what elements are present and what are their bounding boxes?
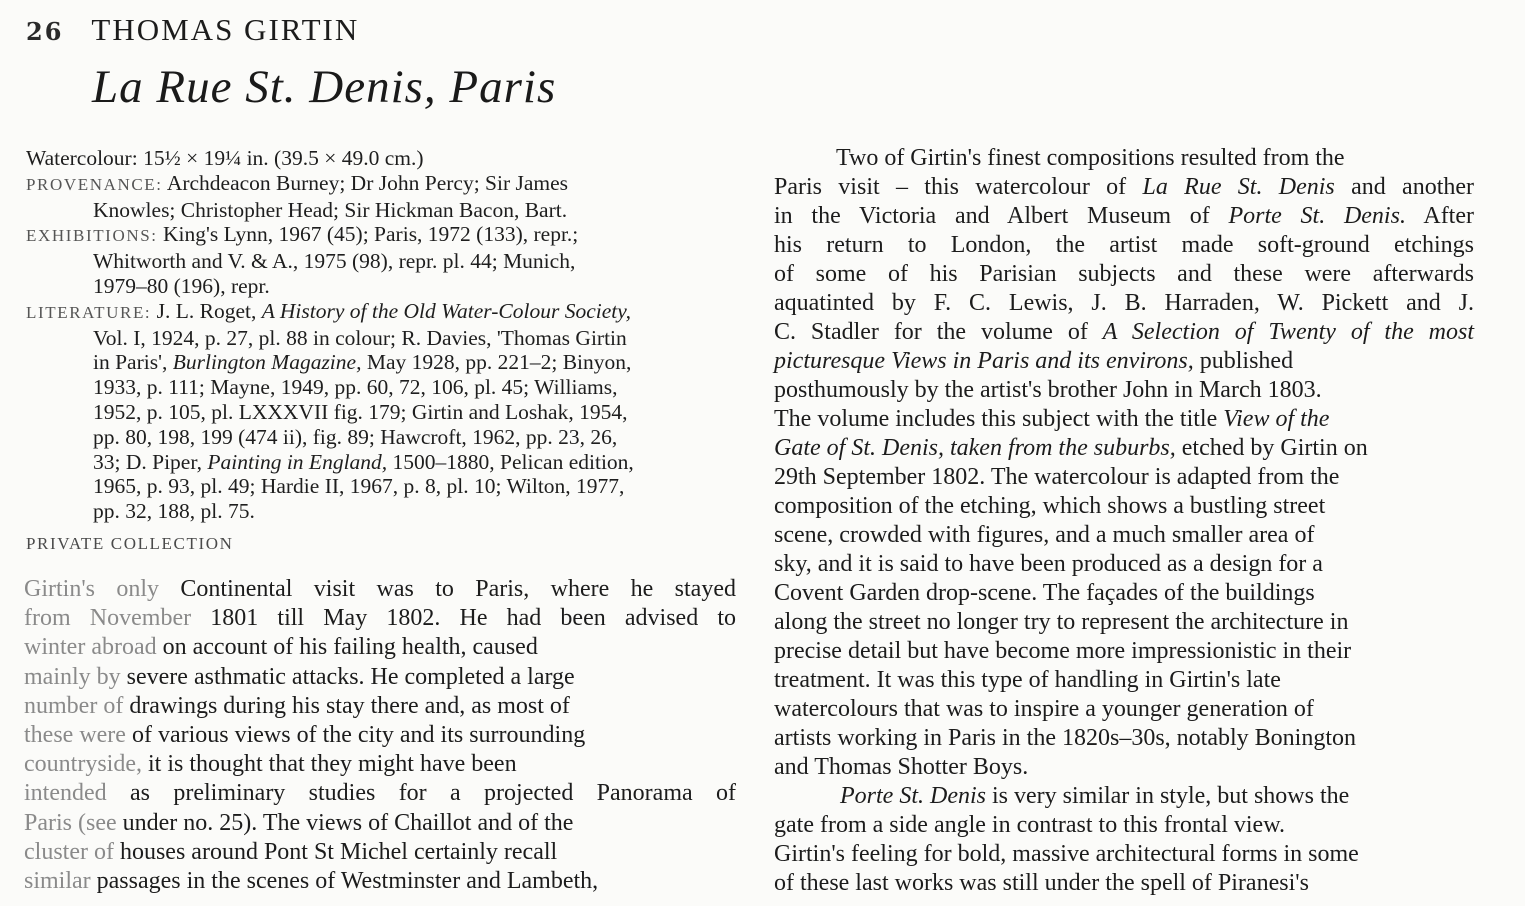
- body-line: [774, 695, 1474, 724]
- work-title: Porte St. Denis.: [1228, 203, 1406, 229]
- body-text: etched by Girtin on: [1175, 435, 1368, 461]
- body-line: [774, 579, 1474, 608]
- catalogue-metadata: [26, 146, 731, 524]
- body-line: [774, 753, 1474, 782]
- right-body-text: [774, 144, 1474, 898]
- body-text: and Thomas Shotter Boys.: [774, 754, 1029, 780]
- body-line: [24, 633, 736, 662]
- body-text: 1801 till May 1802. He had been advised to: [191, 605, 737, 632]
- body-line: [774, 521, 1474, 550]
- body-line: [774, 173, 1474, 202]
- body-line: [24, 721, 736, 750]
- body-line: [24, 575, 736, 604]
- body-text: along the street no longer try to represent the architecture in: [774, 609, 1349, 635]
- body-text: posthumously by the artist's brother John in March 1803.: [774, 377, 1322, 403]
- body-text: sky, and it is said to have been produced as a design for a: [774, 551, 1323, 577]
- left-body-text: [24, 575, 736, 896]
- body-line: [24, 750, 736, 779]
- page-header: [26, 12, 359, 48]
- body-text: precise detail but have become more impressionistic in their: [774, 638, 1352, 664]
- body-text: it is thought that they might have been: [141, 751, 517, 778]
- faded-text: winter abroad: [24, 634, 157, 661]
- body-line: [24, 692, 736, 721]
- collection-label: PRIVATE COLLECTION: [26, 533, 234, 553]
- body-line: [774, 811, 1474, 840]
- body-text: composition of the etching, which shows a bustling street: [774, 493, 1326, 519]
- body-text: Continental visit was to Paris, where he stayed: [159, 576, 736, 602]
- faded-text: cluster of: [24, 838, 114, 865]
- faded-text: mainly by: [24, 663, 121, 690]
- body-text: treatment. It was this type of handling in Girtin's late: [774, 667, 1281, 693]
- literature-title: Burlington Magazine,: [172, 350, 362, 375]
- body-text: C. Stadler for the volume of: [774, 319, 1103, 345]
- work-title: La Rue St. Denis: [1142, 174, 1335, 200]
- literature-text: 1952, p. 105, pl. LXXXVII fig. 179; Girtin and Loshak, 1954,: [93, 399, 628, 424]
- exhibitions-line: 1979–80 (196), repr.: [93, 273, 270, 298]
- body-text: Two of Girtin's finest compositions resulted from the: [836, 145, 1345, 171]
- body-text: gate from a side angle in contrast to this frontal view.: [774, 812, 1285, 838]
- body-line: [774, 608, 1474, 637]
- body-line: [774, 492, 1474, 521]
- body-line: [24, 838, 736, 867]
- faded-text: countryside,: [24, 751, 142, 778]
- exhibitions-line: Whitworth and V. & A., 1975 (98), repr. pl. 44; Munich,: [93, 249, 576, 274]
- body-text: drawings during his stay there and, as most of: [123, 692, 570, 719]
- body-text: Covent Garden drop-scene. The façades of the buildings: [774, 580, 1315, 606]
- literature-text: pp. 32, 188, pl. 75.: [93, 499, 255, 524]
- literature-title: A History of the Old Water-Colour Society,: [261, 298, 631, 323]
- body-text: houses around Pont St Michel certainly recall: [113, 838, 558, 865]
- literature-text: in Paris',: [93, 350, 173, 375]
- body-line: [774, 289, 1474, 318]
- literature-text: 1933, p. 111; Mayne, 1949, pp. 60, 72, 106, pl. 45; Williams,: [93, 375, 618, 400]
- literature-text: May 1928, pp. 221–2; Binyon,: [361, 350, 632, 375]
- literature-title: Painting in England,: [207, 449, 388, 474]
- body-text: severe asthmatic attacks. He completed a large: [120, 663, 575, 690]
- body-line: [24, 663, 736, 692]
- body-line: [774, 260, 1474, 289]
- work-title: View of the: [1223, 406, 1330, 432]
- body-line: [774, 347, 1474, 376]
- faded-text: from November: [24, 605, 192, 632]
- body-line: [24, 604, 736, 633]
- literature-text: J. L. Roget,: [156, 298, 262, 323]
- work-title: A Selection of Twenty of the most: [1102, 319, 1474, 345]
- body-text: under no. 25). The views of Chaillot and of the: [116, 809, 574, 836]
- body-text: in the Victoria and Albert Museum of: [774, 203, 1229, 229]
- body-line: [24, 779, 736, 808]
- body-text: as preliminary studies for a projected Panorama of: [106, 780, 736, 807]
- body-text: is very similar in style, but shows the: [985, 783, 1350, 809]
- literature-text: Vol. I, 1924, p. 27, pl. 88 in colour; R. Davies, 'Thomas Girtin: [93, 325, 627, 350]
- literature-label: LITERATURE:: [26, 302, 152, 322]
- faded-text: Paris (see: [24, 809, 117, 836]
- body-text: passages in the scenes of Westminster and Lambeth,: [90, 868, 599, 895]
- body-text: watercolours that was to inspire a younger generation of: [774, 696, 1314, 722]
- body-line: [774, 782, 1474, 811]
- literature-text: 1965, p. 93, pl. 49; Hardie II, 1967, p. 8, pl. 10; Wilton, 1977,: [93, 474, 625, 499]
- body-text: Paris visit – this watercolour of: [774, 174, 1143, 200]
- artwork-title: La Rue St. Denis, Paris: [92, 61, 557, 113]
- faded-text: Girtin's only: [24, 576, 160, 602]
- body-text: his return to London, the artist made soft-ground etchings: [774, 232, 1474, 258]
- faded-text: similar: [24, 868, 91, 895]
- provenance-label: PROVENANCE:: [26, 174, 163, 194]
- body-text: aquatinted by F. C. Lewis, J. B. Harraden, W. Pickett and J.: [774, 290, 1474, 316]
- faded-text: intended: [24, 780, 107, 807]
- body-text: The volume includes this subject with the title: [774, 406, 1224, 432]
- body-text: and another: [1334, 174, 1475, 200]
- artist-name: THOMAS GIRTIN: [91, 12, 360, 47]
- body-line: [774, 666, 1474, 695]
- body-line: [774, 144, 1474, 173]
- exhibitions-entry: [26, 222, 731, 298]
- body-line: [774, 463, 1474, 492]
- body-line: [774, 405, 1474, 434]
- provenance-entry: [26, 171, 731, 223]
- literature-entry: [26, 299, 731, 524]
- body-text: scene, crowded with figures, and a much smaller area of: [774, 522, 1315, 548]
- body-line: [774, 231, 1474, 260]
- literature-text: 1500–1880, Pelican edition,: [387, 449, 634, 474]
- body-text: After: [1405, 203, 1474, 229]
- work-title: Porte St. Denis: [840, 783, 986, 809]
- body-line: [24, 809, 736, 838]
- body-text: published: [1193, 348, 1294, 374]
- body-text: on account of his failing health, caused: [156, 634, 538, 661]
- body-text: 29th September 1802. The watercolour is adapted from the: [774, 464, 1340, 490]
- body-line: [774, 724, 1474, 753]
- exhibitions-label: EXHIBITIONS:: [26, 226, 158, 246]
- medium-text: Watercolour: 15½ × 19¼ in. (39.5 × 49.0 cm.): [26, 146, 424, 170]
- body-text: of various views of the city and its surrounding: [125, 722, 586, 749]
- body-line: [774, 840, 1474, 869]
- body-text: Girtin's feeling for bold, massive architectural forms in some: [774, 841, 1359, 867]
- page-number: 26: [26, 17, 64, 46]
- body-line: [774, 869, 1474, 898]
- body-line: [24, 867, 736, 896]
- body-line: [774, 637, 1474, 666]
- medium-line: [26, 146, 731, 171]
- body-line: [774, 550, 1474, 579]
- literature-text: pp. 80, 198, 199 (474 ii), fig. 89; Hawcroft, 1962, pp. 23, 26,: [93, 424, 618, 449]
- body-text: artists working in Paris in the 1820s–30s, notably Bonington: [774, 725, 1356, 751]
- body-line: [774, 318, 1474, 347]
- body-line: [774, 434, 1474, 463]
- literature-text: 33; D. Piper,: [93, 449, 208, 474]
- work-title: picturesque Views in Paris and its environs,: [774, 348, 1194, 374]
- body-line: [774, 376, 1474, 405]
- provenance-line: Knowles; Christopher Head; Sir Hickman Bacon, Bart.: [93, 197, 568, 222]
- provenance-line: Archdeacon Burney; Dr John Percy; Sir James: [166, 170, 569, 195]
- body-text: of these last works was still under the spell of Piranesi's: [774, 870, 1309, 896]
- body-text: of some of his Parisian subjects and these were afterwards: [774, 261, 1474, 287]
- faded-text: number of: [24, 692, 124, 719]
- body-line: [774, 202, 1474, 231]
- faded-text: these were: [24, 722, 126, 749]
- exhibitions-line: King's Lynn, 1967 (45); Paris, 1972 (133), repr.;: [162, 222, 579, 247]
- work-title: Gate of St. Denis, taken from the suburbs,: [774, 435, 1176, 461]
- catalogue-entry: [26, 146, 731, 554]
